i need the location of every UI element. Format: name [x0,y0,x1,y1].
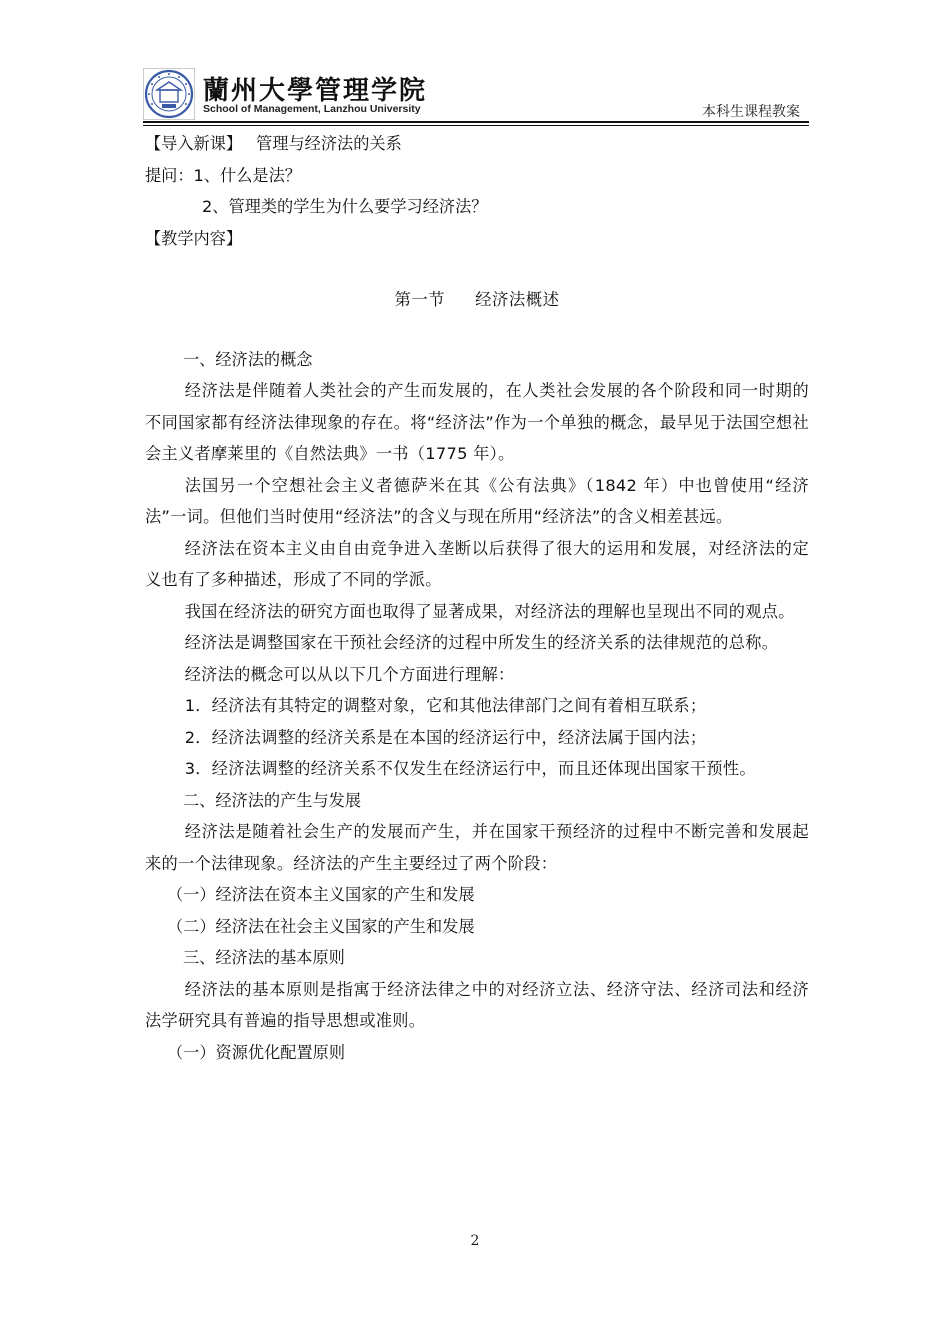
intro-lead-label: 【导入新课】 [145,134,243,153]
course-label: 本科生课程教案 [702,104,800,120]
heading-development: 二、经济法的产生与发展 [183,790,362,810]
paragraph-capitalism: 经济法在资本主义由自由竞争进入垄断以后获得了很大的运用和发展，对经济法的定义也有了多种描述，形成了不同的学派。 [145,538,809,589]
lesson-content [145,128,809,1068]
logo-english-name: School of Management, Lanzhou University [203,103,421,115]
header-rule-thick [143,121,809,123]
paragraph-china-research: 我国在经济法的研究方面也取得了显著成果，对经济法的理解也呈现出不同的观点。 [184,601,795,621]
paragraph-origin: 经济法是伴随着人类社会的产生而发展的，在人类社会发展的各个阶段和同一时期的不同国家都有经济法律现象的存在。将“经济法”作为一个单独的概念，最早见于法国空想社会主义者摩莱里的《自然法典》一书（1775 年）。 [145,381,809,463]
intro-lead-topic: 管理与经济法的关系 [256,134,402,153]
section-heading [145,284,809,316]
subheading-socialist: （二）经济法在社会主义国家的产生和发展 [167,916,475,936]
question-1: 提问：1、什么是法？ [145,165,301,185]
section-title: 经济法概述 [475,290,560,309]
heading-principles: 三、经济法的基本原则 [183,948,345,967]
paragraph-principles: 经济法的基本原则是指寓于经济法律之中的对经济立法、经济守法、经济司法和经济法学研究具有普遍的指导思想或准则。 [145,979,809,1030]
section-number: 第一节 [394,290,446,309]
paragraph-definition: 经济法是调整国家在干预社会经济的过程中所发生的经济关系的法律规范的总称。 [184,633,779,652]
header-rule-thin [143,125,809,126]
list-item-1: 1．经济法有其特定的调整对象，它和其他法律部门之间有着相互联系； [184,696,707,715]
list-item-3: 3．经济法调整的经济关系不仅发生在经济运行中，而且还体现出国家干预性。 [184,759,756,778]
subheading-capitalist: （一）经济法在资本主义国家的产生和发展 [167,885,475,904]
paragraph-understanding: 经济法的概念可以从以下几个方面进行理解： [184,664,515,684]
page-number: 2 [470,1233,480,1249]
university-logo [143,68,428,120]
heading-concept: 一、经济法的概念 [183,349,313,369]
paragraph-development: 经济法是随着社会生产的发展而产生，并在国家干预经济的过程中不断完善和发展起来的一个法律现象。经济法的产生主要经过了两个阶段： [145,822,809,873]
paragraph-dezamy: 法国另一个空想社会主义者德萨米在其《公有法典》（1842 年）中也曾使用“经济法”一词。但他们当时使用“经济法”的含义与现在所用“经济法”的含义相差甚远。 [145,475,809,526]
university-seal-icon [143,68,195,120]
subheading-resource: （一）资源优化配置原则 [167,1042,346,1062]
list-item-2: 2．经济法调整的经济关系是在本国的经济运行中，经济法属于国内法； [184,727,707,747]
logo-chinese-name: 蘭州大學管理学院 [203,76,428,106]
intro-lead [145,128,809,160]
content-label: 【教学内容】 [145,228,243,248]
question-2: 2、管理类的学生为什么要学习经济法？ [202,197,488,216]
